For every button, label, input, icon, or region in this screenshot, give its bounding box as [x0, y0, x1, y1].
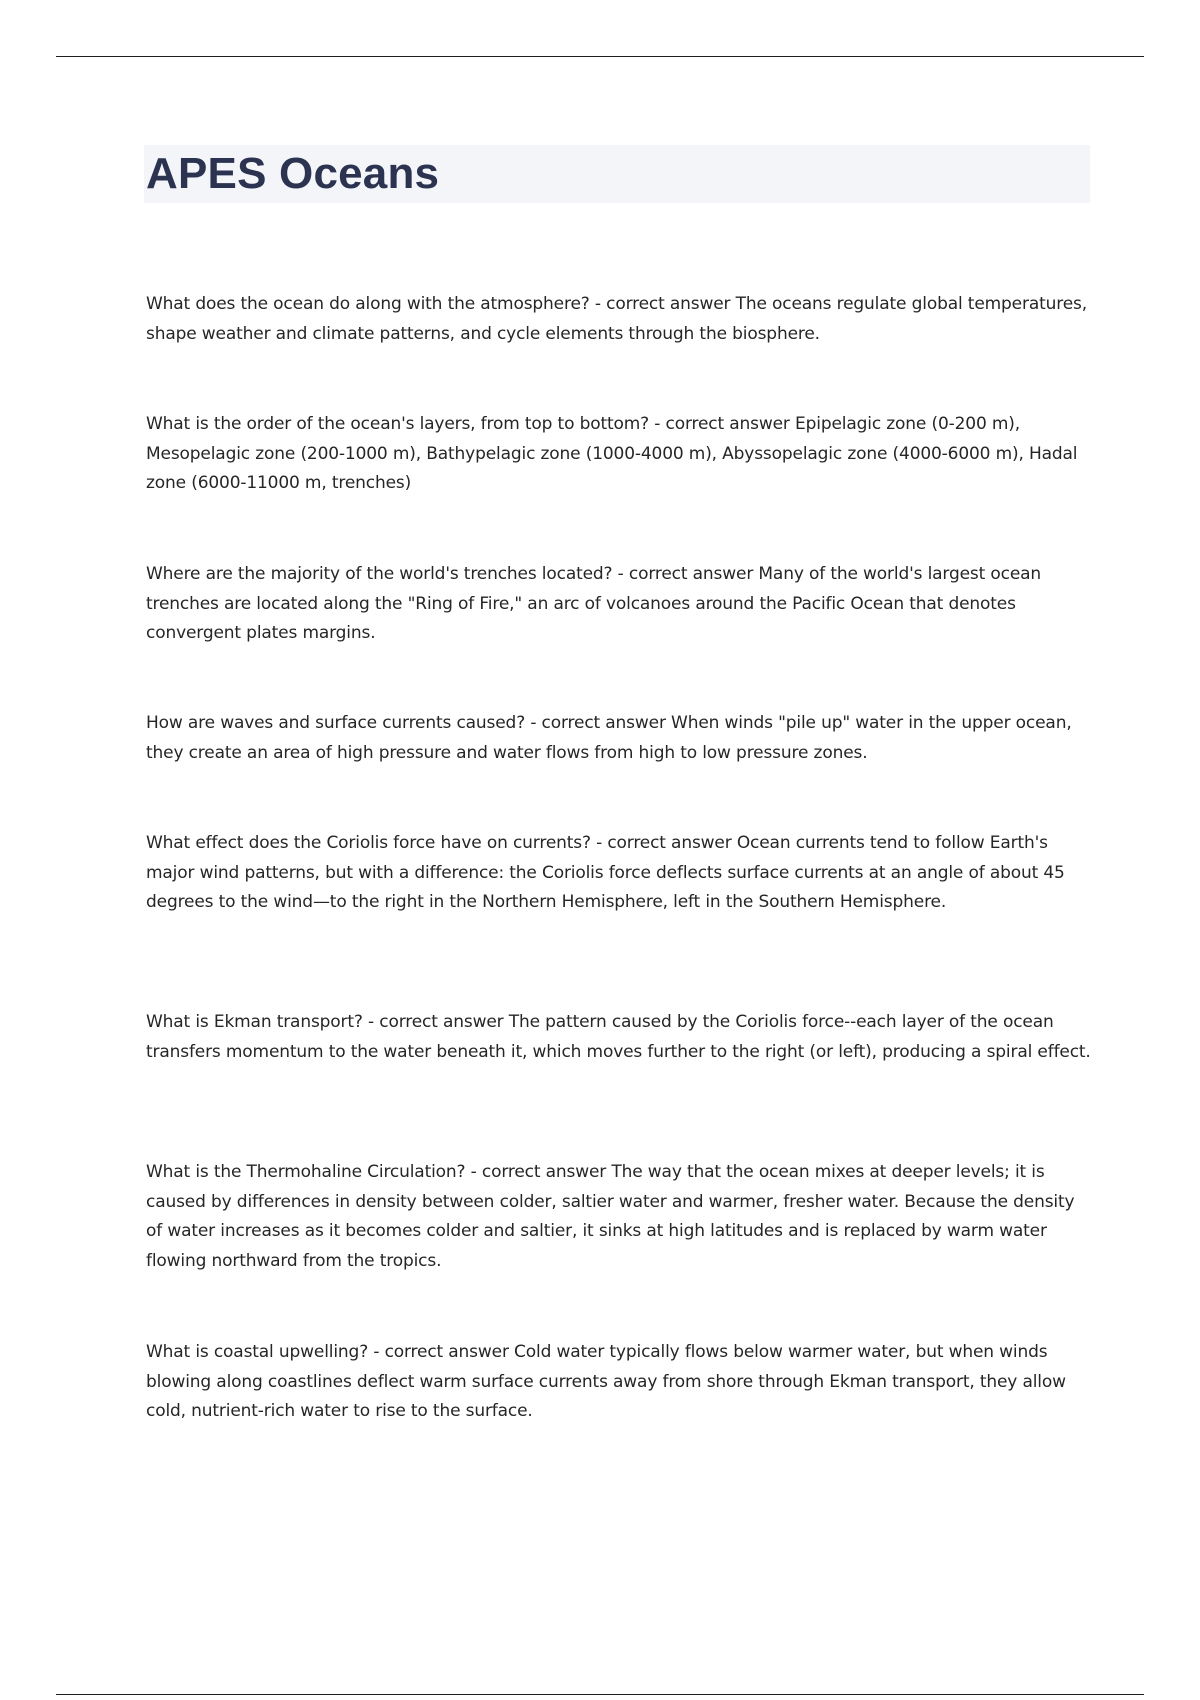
document-title: APES Oceans — [146, 149, 440, 198]
qa-item-3: Where are the majority of the world's trenches located? - correct answer Many of the world's largest ocean trenches are located along the "Ring of Fire," an arc of volcanoes around the Pacific Ocean that denotes convergent plates margins. — [146, 564, 1042, 643]
qa-item-8: What is coastal upwelling? - correct answer Cold water typically flows below warmer water, but when winds blowing along coastlines deflect warm surface currents away from shore through Ekman transport, they allow cold, nutrient-rich water to rise to the surface. — [146, 1342, 1066, 1421]
qa-item-2: What is the order of the ocean's layers, from top to bottom? - correct answer Epipelagic zone (0-200 m), Mesopelagic zone (200-1000 m), Bathypelagic zone (1000-4000 m), Abyssopelagic zone (4000-6000 m), Hadal zone (6000-11000 m, trenches) — [146, 414, 1078, 493]
qa-item-1: What does the ocean do along with the atmosphere? - correct answer The oceans regulate global temperatures, shape weather and climate patterns, and cycle elements through the biosphere. — [146, 294, 1087, 344]
qa-item-7: What is the Thermohaline Circulation? - correct answer The way that the ocean mixes at deeper levels; it is caused by differences in density between colder, saltier water and warmer, fresher water. Because the density of water increases as it becomes colder and saltier, it sinks at high latitudes and is replaced by warm water flowing northward from the tropics. — [146, 1162, 1075, 1271]
top-rule — [56, 56, 1144, 57]
qa-item-5: What effect does the Coriolis force have on currents? - correct answer Ocean currents tend to follow Earth's major wind patterns, but with a difference: the Coriolis force deflects surface currents at an angle of about 45 degrees to the wind—to the right in the Northern Hemisphere, left in the Southern Hemisphere. — [146, 833, 1065, 912]
qa-item-6: What is Ekman transport? - correct answer The pattern caused by the Coriolis force--each layer of the ocean transfers momentum to the water beneath it, which moves further to the right (or left), producing a spiral effect. — [146, 1012, 1091, 1062]
qa-item-4: How are waves and surface currents caused? - correct answer When winds "pile up" water in the upper ocean, they create an area of high pressure and water flows from high to low pressure zones. — [146, 713, 1072, 763]
bottom-rule — [56, 1694, 1144, 1695]
